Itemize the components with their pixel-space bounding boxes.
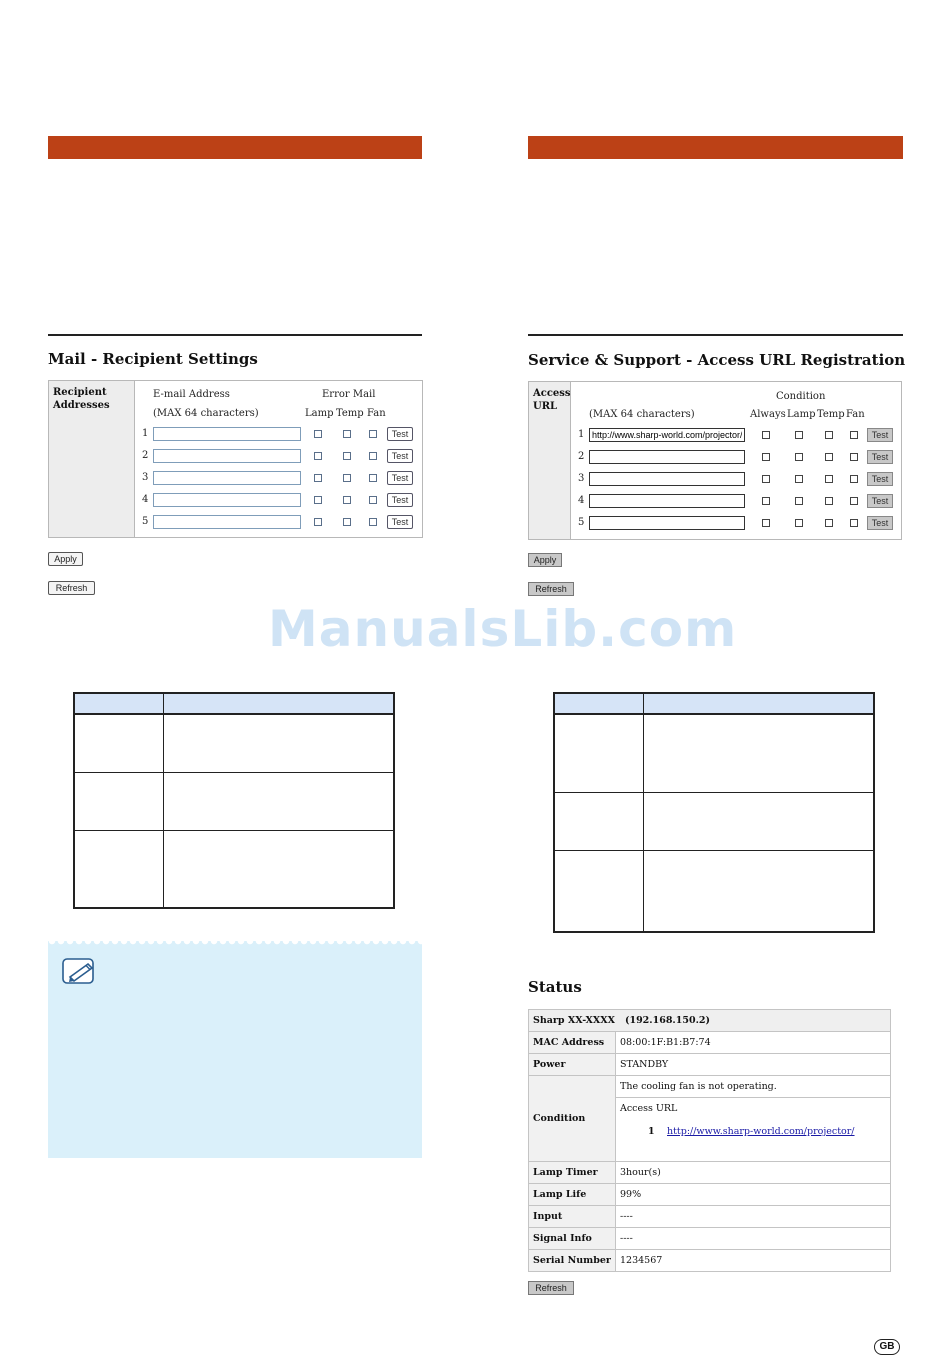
access-url-field[interactable]: [589, 516, 745, 530]
access-url-field[interactable]: [589, 428, 745, 442]
always-checkbox[interactable]: [762, 497, 770, 505]
lamp-checkbox[interactable]: [795, 497, 803, 505]
lamp-checkbox[interactable]: [795, 431, 803, 439]
lamp-checkbox[interactable]: [314, 474, 322, 482]
always-checkbox[interactable]: [762, 431, 770, 439]
always-checkbox[interactable]: [762, 475, 770, 483]
email-field[interactable]: [153, 449, 301, 463]
fan-checkbox[interactable]: [369, 496, 377, 504]
access-url-field[interactable]: [589, 472, 745, 486]
pencil-icon: [60, 955, 100, 993]
email-field[interactable]: [153, 471, 301, 485]
power-label: Power: [529, 1054, 616, 1076]
access-url-field[interactable]: [589, 450, 745, 464]
fan-header: Fan: [846, 409, 865, 420]
test-button[interactable]: Test: [867, 516, 893, 530]
access-url-panel: [528, 381, 902, 540]
row-number: 3: [578, 473, 585, 484]
temp-checkbox[interactable]: [825, 519, 833, 527]
always-checkbox[interactable]: [762, 453, 770, 461]
row-number: 2: [578, 451, 585, 462]
test-button[interactable]: Test: [387, 471, 413, 485]
device-name: Sharp XX-XXXX: [533, 1015, 616, 1026]
input-label: Input: [529, 1206, 616, 1228]
test-button[interactable]: Test: [867, 450, 893, 464]
temp-checkbox[interactable]: [825, 475, 833, 483]
temp-checkbox[interactable]: [825, 497, 833, 505]
always-checkbox[interactable]: [762, 519, 770, 527]
temp-checkbox[interactable]: [343, 430, 351, 438]
temp-checkbox[interactable]: [343, 518, 351, 526]
temp-checkbox[interactable]: [825, 453, 833, 461]
max-chars-header: (MAX 64 characters): [589, 409, 695, 420]
test-button[interactable]: Test: [387, 427, 413, 441]
temp-checkbox[interactable]: [343, 496, 351, 504]
recipient-addresses-label: Recipient Addresses: [49, 381, 135, 537]
access-url-heading: Service & Support - Access URL Registration: [528, 351, 906, 369]
fan-checkbox[interactable]: [850, 519, 858, 527]
refresh-button[interactable]: Refresh: [528, 582, 574, 596]
section-bar-right: [528, 136, 903, 159]
test-button[interactable]: Test: [867, 494, 893, 508]
lamp-checkbox[interactable]: [795, 453, 803, 461]
fan-checkbox[interactable]: [369, 474, 377, 482]
lamp-checkbox[interactable]: [314, 430, 322, 438]
lamp-header: Lamp: [787, 409, 816, 420]
input-value: ----: [616, 1206, 891, 1228]
test-button[interactable]: Test: [867, 472, 893, 486]
email-address-header: E-mail Address: [153, 389, 230, 400]
mac-address-value: 08:00:1F:B1:B7:74: [616, 1032, 891, 1054]
always-header: Always: [750, 409, 786, 420]
condition-label: Condition: [529, 1076, 616, 1162]
fan-checkbox[interactable]: [850, 475, 858, 483]
divider-left: [48, 334, 422, 336]
error-mail-header: Error Mail: [322, 389, 376, 400]
serial-number-label: Serial Number: [529, 1250, 616, 1272]
divider-right: [528, 334, 903, 336]
lamp-checkbox[interactable]: [795, 475, 803, 483]
mac-address-label: MAC Address: [529, 1032, 616, 1054]
email-field[interactable]: [153, 493, 301, 507]
access-url-index: 1: [648, 1126, 655, 1137]
temp-header: Temp: [336, 408, 364, 419]
lamp-life-label: Lamp Life: [529, 1184, 616, 1206]
row-number: 2: [142, 450, 149, 461]
description-table-left: [73, 692, 395, 909]
lamp-timer-value: 3hour(s): [616, 1162, 891, 1184]
access-url-label: Access URL: [529, 382, 571, 539]
description-table-right: [553, 692, 875, 933]
power-value: STANDBY: [616, 1054, 891, 1076]
status-table: [528, 1009, 891, 1272]
refresh-button[interactable]: Refresh: [48, 581, 95, 595]
row-number: 4: [142, 494, 149, 505]
section-bar-left: [48, 136, 422, 159]
row-number: 3: [142, 472, 149, 483]
row-number: 5: [142, 516, 149, 527]
test-button[interactable]: Test: [867, 428, 893, 442]
row-number: 4: [578, 495, 585, 506]
temp-checkbox[interactable]: [343, 474, 351, 482]
lamp-checkbox[interactable]: [314, 452, 322, 460]
lamp-checkbox[interactable]: [314, 518, 322, 526]
test-button[interactable]: Test: [387, 493, 413, 507]
serial-number-value: 1234567: [616, 1250, 891, 1272]
lamp-checkbox[interactable]: [795, 519, 803, 527]
fan-header: Fan: [367, 408, 386, 419]
access-url-field[interactable]: [589, 494, 745, 508]
watermark: ManualsLib.com: [268, 600, 738, 658]
temp-checkbox[interactable]: [343, 452, 351, 460]
fan-checkbox[interactable]: [850, 431, 858, 439]
fan-checkbox[interactable]: [850, 497, 858, 505]
mail-recipient-panel: [48, 380, 423, 538]
apply-button[interactable]: Apply: [48, 552, 83, 566]
apply-button[interactable]: Apply: [528, 553, 562, 567]
device-ip: (192.168.150.2): [624, 1015, 710, 1026]
fan-checkbox[interactable]: [369, 518, 377, 526]
device-name-row: [529, 1010, 891, 1032]
lamp-life-value: 99%: [616, 1184, 891, 1206]
temp-checkbox[interactable]: [825, 431, 833, 439]
fan-checkbox[interactable]: [850, 453, 858, 461]
status-refresh-button[interactable]: Refresh: [528, 1281, 574, 1295]
row-number: 1: [578, 429, 585, 440]
fan-checkbox[interactable]: [369, 452, 377, 460]
lamp-timer-label: Lamp Timer: [529, 1162, 616, 1184]
test-button[interactable]: Test: [387, 515, 413, 529]
language-badge: GB: [874, 1339, 900, 1355]
fan-checkbox[interactable]: [369, 430, 377, 438]
mail-recipient-heading: Mail - Recipient Settings: [48, 350, 258, 368]
temp-header: Temp: [817, 409, 845, 420]
signal-info-label: Signal Info: [529, 1228, 616, 1250]
condition-value: The cooling fan is not operating.: [616, 1076, 891, 1098]
lamp-header: Lamp: [305, 408, 334, 419]
signal-info-value: ----: [616, 1228, 891, 1250]
row-number: 5: [578, 517, 585, 528]
access-url-status-label: Access URL: [620, 1103, 678, 1114]
max-chars-header: (MAX 64 characters): [153, 408, 259, 419]
test-button[interactable]: Test: [387, 449, 413, 463]
status-heading: Status: [528, 978, 582, 996]
row-number: 1: [142, 428, 149, 439]
lamp-checkbox[interactable]: [314, 496, 322, 504]
note-box: [48, 941, 422, 1158]
access-url-cell: [616, 1098, 891, 1162]
email-field[interactable]: [153, 427, 301, 441]
access-url-link[interactable]: http://www.sharp-world.com/projector/: [667, 1126, 855, 1137]
email-field[interactable]: [153, 515, 301, 529]
condition-header: Condition: [776, 391, 826, 402]
